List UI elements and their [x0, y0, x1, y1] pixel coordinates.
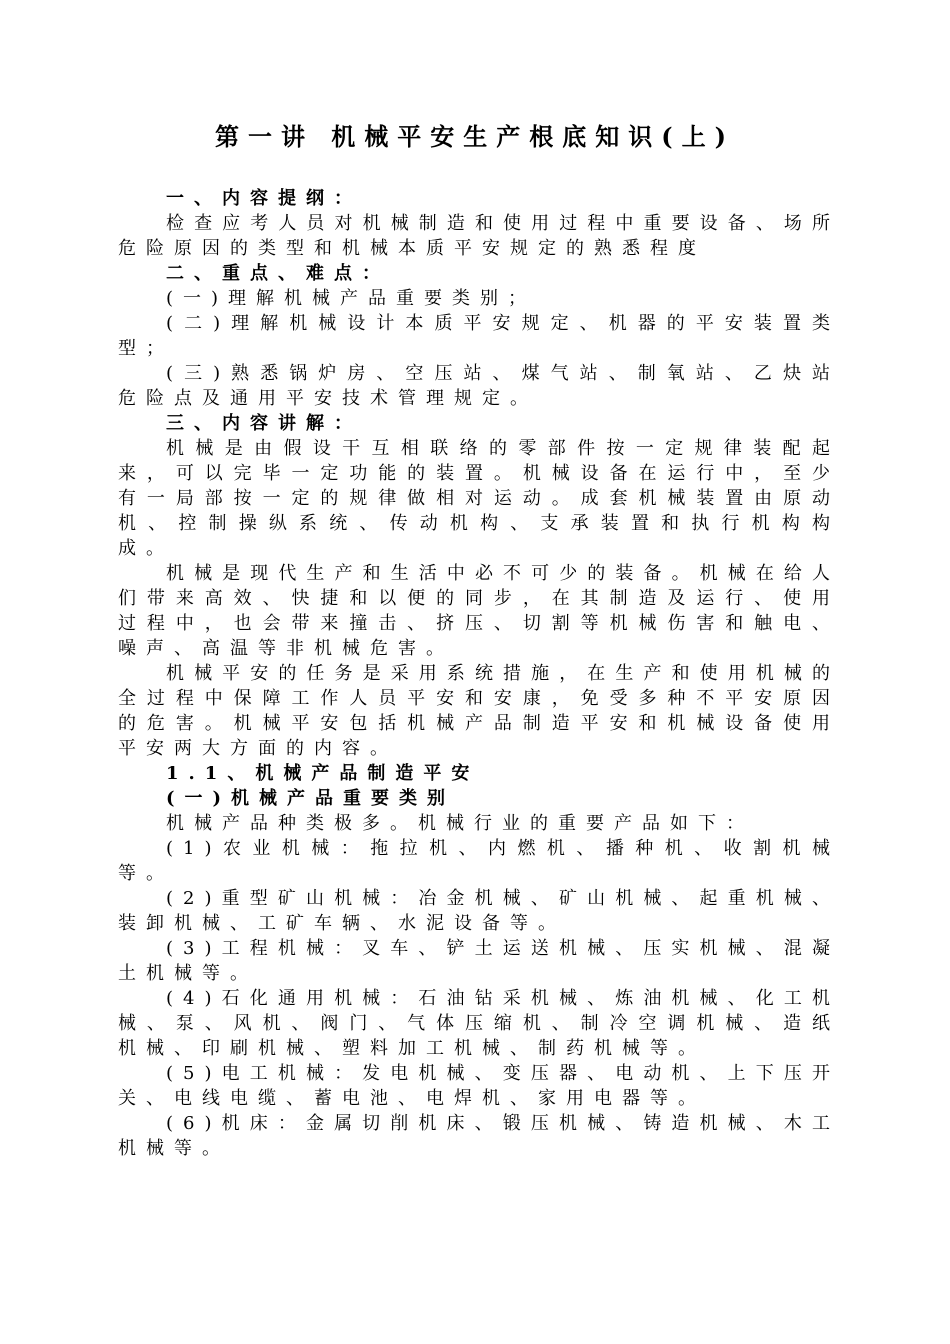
document-body — [118, 186, 840, 1161]
list-item: (1)农业机械：拖拉机、内燃机、播种机、收割机械等。 — [118, 838, 840, 884]
paragraph: (一)理解机械产品重要类别； — [166, 288, 537, 309]
subsection-heading: (一)机械产品重要类别 — [166, 788, 456, 809]
list-item: (4)石化通用机械：石油钻采机械、炼油机械、化工机械、泵、风机、阀门、气体压缩机、制冷空调机械、造纸机械、印刷机械、塑料加工机械、制药机械等。 — [118, 988, 840, 1059]
list-item: (2)重型矿山机械：冶金机械、矿山机械、起重机械、装卸机械、工矿车辆、水泥设备等。 — [118, 888, 840, 934]
page-title: 第一讲 机械平安生产根底知识(上) — [214, 122, 736, 151]
paragraph: 机械是现代生产和生活中必不可少的装备。机械在给人们带来高效、快捷和以便的同步，在其制造及运行、使用过程中，也会带来撞击、挤压、切割等机械伤害和触电、噪声、高温等非机械危害。 — [118, 563, 840, 659]
paragraph: (二)理解机械设计本质平安规定、机器的平安装置类型； — [118, 313, 840, 359]
section-heading: 二、重点、难点： — [166, 263, 390, 284]
paragraph: 机械平安的任务是采用系统措施，在生产和使用机械的全过程中保障工作人员平安和安康，免受多种不平安原因的危害。机械平安包括机械产品制造平安和机械设备使用平安两大方面的内容。 — [118, 663, 840, 759]
paragraph: 机械产品种类极多。机械行业的重要产品如下： — [166, 813, 754, 834]
list-item: (5)电工机械：发电机械、变压器、电动机、上下压开关、电线电缆、蓄电池、电焊机、家用电器等。 — [118, 1063, 840, 1109]
list-item: (3)工程机械：叉车、铲土运送机械、压实机械、混凝土机械等。 — [118, 938, 840, 984]
section-heading: 一、内容提纲： — [166, 188, 362, 209]
list-item: (6)机床：金属切削机床、锻压机械、铸造机械、木工机械等。 — [118, 1113, 840, 1159]
paragraph: (三)熟悉锅炉房、空压站、煤气站、制氧站、乙炔站危险点及通用平安技术管理规定。 — [118, 363, 840, 409]
paragraph: 检查应考人员对机械制造和使用过程中重要设备、场所危险原因的类型和机械本质平安规定的熟悉程度 — [118, 213, 840, 259]
paragraph: 机械是由假设干互相联络的零部件按一定规律装配起来，可以完毕一定功能的装置。机械设备在运行中，至少有一局部按一定的规律做相对运动。成套机械装置由原动机、控制操纵系统、传动机构、支承装置和执行机构构成。 — [118, 438, 840, 559]
section-heading: 1.1、机械产品制造平安 — [166, 763, 480, 784]
section-heading: 三、内容讲解： — [166, 413, 362, 434]
